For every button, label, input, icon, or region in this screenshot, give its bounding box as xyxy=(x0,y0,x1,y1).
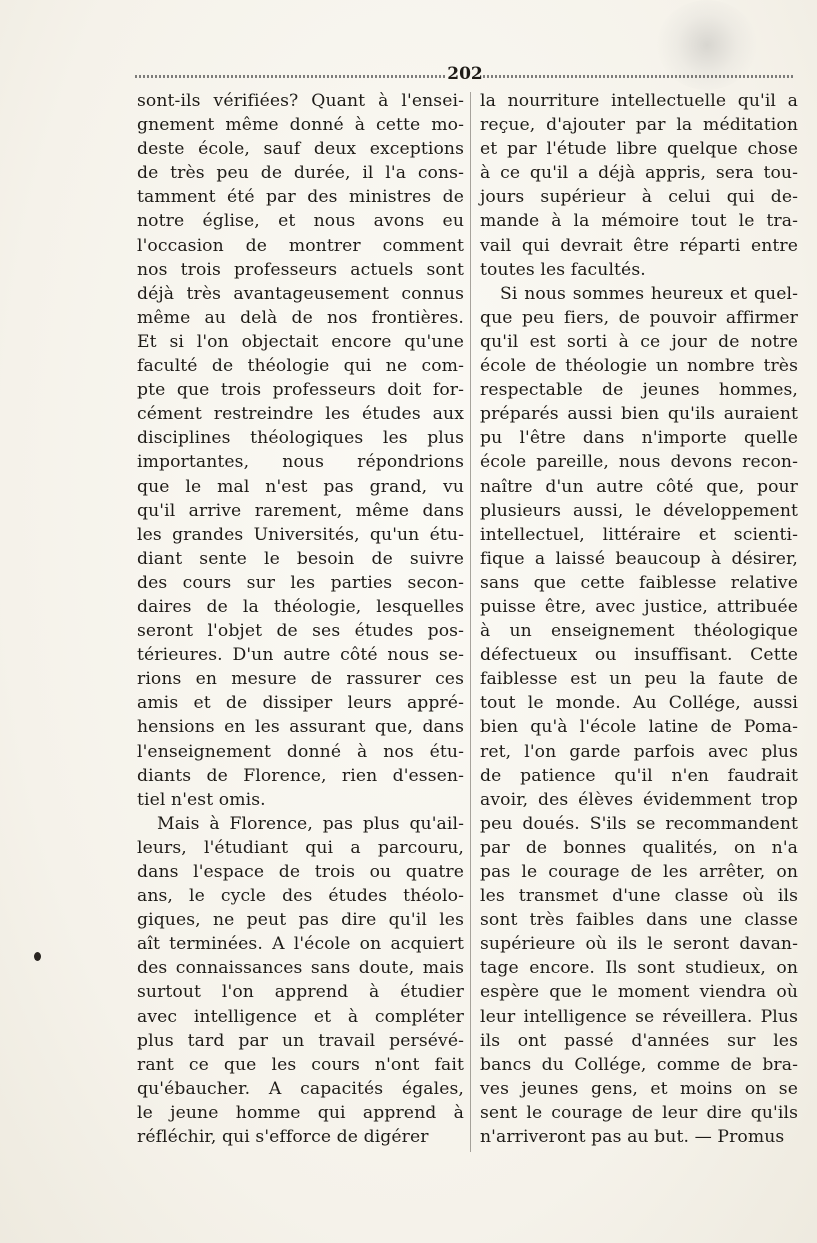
text-line: l'enseignement donné à nos étu- xyxy=(137,741,464,762)
text-line: rant ce que les cours n'ont fait xyxy=(137,1054,464,1075)
text-line: de très peu de durée, il l'a cons- xyxy=(137,163,464,184)
text-line: sent le courage de leur dire qu'ils xyxy=(480,1102,798,1123)
text-line: reçue, d'ajouter par la méditation xyxy=(480,115,798,136)
text-line: Si nous sommes heureux et quel- xyxy=(500,283,798,304)
text-line: hensions en les assurant que, dans xyxy=(137,717,464,738)
text-line: fique a laissé beaucoup à désirer, xyxy=(480,548,798,569)
text-line: la nourriture intellectuelle qu'il a xyxy=(480,91,798,111)
text-line: préparés aussi bien qu'ils auraient xyxy=(480,404,798,425)
text-line: diant sente le besoin de suivre xyxy=(137,548,464,569)
text-line: par de bonnes qualités, on n'a xyxy=(480,837,798,858)
text-line: que le mal n'est pas grand, vu xyxy=(137,476,464,497)
text-line: et par l'étude libre quelque chose xyxy=(480,139,798,160)
text-line: gnement même donné à cette mo- xyxy=(137,115,464,136)
text-line: tamment été par des ministres de xyxy=(137,187,464,208)
text-line: sont très faibles dans une classe xyxy=(480,910,798,931)
text-line: à un enseignement théologique xyxy=(480,621,798,642)
text-line: vail qui devrait être réparti entre xyxy=(480,235,798,256)
text-line: aît terminées. A l'école on acquiert xyxy=(137,934,464,955)
text-line: daires de la théologie, lesquelles xyxy=(137,596,464,617)
text-line: de patience qu'il n'en faudrait xyxy=(480,765,798,786)
text-line: sont-ils vérifiées? Quant à l'ensei- xyxy=(137,91,464,111)
text-line: tage encore. Ils sont studieux, on xyxy=(480,958,798,979)
text-line: des connaissances sans doute, mais xyxy=(137,958,464,979)
text-line: intellectuel, littéraire et scienti- xyxy=(480,524,798,545)
text-line: térieures. D'un autre côté nous se- xyxy=(137,645,464,666)
text-line: les grandes Universités, qu'un étu- xyxy=(137,524,464,545)
text-line: qu'il arrive rarement, même dans xyxy=(137,500,464,521)
text-line: naître d'un autre côté que, pour xyxy=(480,476,798,497)
text-line: pas le courage de les arrêter, on xyxy=(480,862,798,882)
text-line: le jeune homme qui apprend à xyxy=(137,1102,464,1123)
text-line: diants de Florence, rien d'essen- xyxy=(137,765,464,786)
text-line: toutes les facultés. xyxy=(480,259,646,280)
page-header xyxy=(135,62,795,86)
text-line: bancs du Collége, comme de bra- xyxy=(480,1054,798,1075)
text-line: école de théologie un nombre très xyxy=(480,356,798,377)
text-line: des cours sur les parties secon- xyxy=(137,572,464,593)
text-line: réfléchir, qui s'efforce de digérer xyxy=(137,1127,429,1148)
text-line: qu'il est sorti à ce jour de notre xyxy=(480,331,798,352)
text-line: jours supérieur à celui qui de- xyxy=(480,187,798,208)
text-line: Mais à Florence, pas plus qu'ail- xyxy=(157,813,464,834)
text-line: faculté de théologie qui ne com- xyxy=(137,356,464,377)
text-line: plus tard par un travail persévé- xyxy=(137,1030,464,1051)
text-line: amis et de dissiper leurs appré- xyxy=(137,693,464,714)
ink-spot xyxy=(34,952,41,961)
text-line: leurs, l'étudiant qui a parcouru, xyxy=(137,837,464,858)
text-line: avoir, des élèves évidemment trop xyxy=(480,789,798,810)
page-number: 202 xyxy=(447,64,483,84)
text-line: école pareille, nous devons recon- xyxy=(480,452,798,473)
text-line: avec intelligence et à compléter xyxy=(137,1006,464,1027)
text-line: disciplines théologiques les plus xyxy=(137,428,464,449)
text-line: que peu fiers, de pouvoir affirmer xyxy=(480,307,798,328)
text-line: espère que le moment viendra où xyxy=(480,982,798,1003)
text-line: à ce qu'il a déjà appris, sera tou- xyxy=(480,163,798,184)
text-line: puisse être, avec justice, attribuée xyxy=(480,596,798,617)
text-line: leur intelligence se réveillera. Plus xyxy=(480,1006,798,1027)
text-line: qu'ébaucher. A capacités égales, xyxy=(137,1078,464,1099)
text-line: sans que cette faiblesse relative xyxy=(480,572,798,593)
text-line: faiblesse est un peu la faute de xyxy=(480,669,798,690)
header-rule-left xyxy=(135,75,447,78)
text-line: giques, ne peut pas dire qu'il les xyxy=(137,910,464,931)
text-line: l'occasion de montrer comment xyxy=(137,235,464,256)
text-line: nos trois professeurs actuels sont xyxy=(137,259,464,280)
text-line: défectueux ou insuffisant. Cette xyxy=(480,645,798,666)
column-divider xyxy=(470,92,471,1152)
text-line: rions en mesure de rassurer ces xyxy=(137,669,464,690)
text-line: même au delà de nos frontières. xyxy=(137,307,464,328)
right-text-column xyxy=(480,89,798,1149)
header-rule-right xyxy=(483,75,795,78)
text-line: Et si l'on objectait encore qu'une xyxy=(137,331,464,352)
text-line: ves jeunes gens, et moins on se xyxy=(480,1078,798,1099)
left-text-column xyxy=(137,89,464,1149)
text-line: notre église, et nous avons eu xyxy=(137,211,464,232)
text-line: seront l'objet de ses études pos- xyxy=(137,621,464,642)
text-line: deste école, sauf deux exceptions xyxy=(137,139,464,160)
text-line: surtout l'on apprend à étudier xyxy=(137,982,464,1003)
text-line: dans l'espace de trois ou quatre xyxy=(137,862,464,882)
text-line: tiel n'est omis. xyxy=(137,789,266,810)
text-line: ils ont passé d'années sur les xyxy=(480,1030,798,1051)
text-line: bien qu'à l'école latine de Poma- xyxy=(480,717,798,738)
text-line: respectable de jeunes hommes, xyxy=(480,380,798,401)
text-line: cément restreindre les études aux xyxy=(137,404,464,425)
text-line: déjà très avantageusement connus xyxy=(137,283,464,304)
text-line: ans, le cycle des études théolo- xyxy=(137,886,464,907)
text-line: tout le monde. Au Collége, aussi xyxy=(480,693,798,714)
text-line: ret, l'on garde parfois avec plus xyxy=(480,741,798,762)
text-line: plusieurs aussi, le développement xyxy=(480,500,798,521)
text-line: pte que trois professeurs doit for- xyxy=(137,380,464,401)
text-line: pu l'être dans n'importe quelle xyxy=(480,428,798,449)
text-line: importantes, nous répondrions xyxy=(137,452,464,473)
text-line: peu doués. S'ils se recommandent xyxy=(480,813,798,834)
text-line: supérieure où ils le seront davan- xyxy=(480,934,798,955)
text-line: mande à la mémoire tout le tra- xyxy=(480,211,798,232)
text-line: n'arriveront pas au but. — Promus xyxy=(480,1127,785,1148)
text-line: les transmet d'une classe où ils xyxy=(480,886,798,907)
